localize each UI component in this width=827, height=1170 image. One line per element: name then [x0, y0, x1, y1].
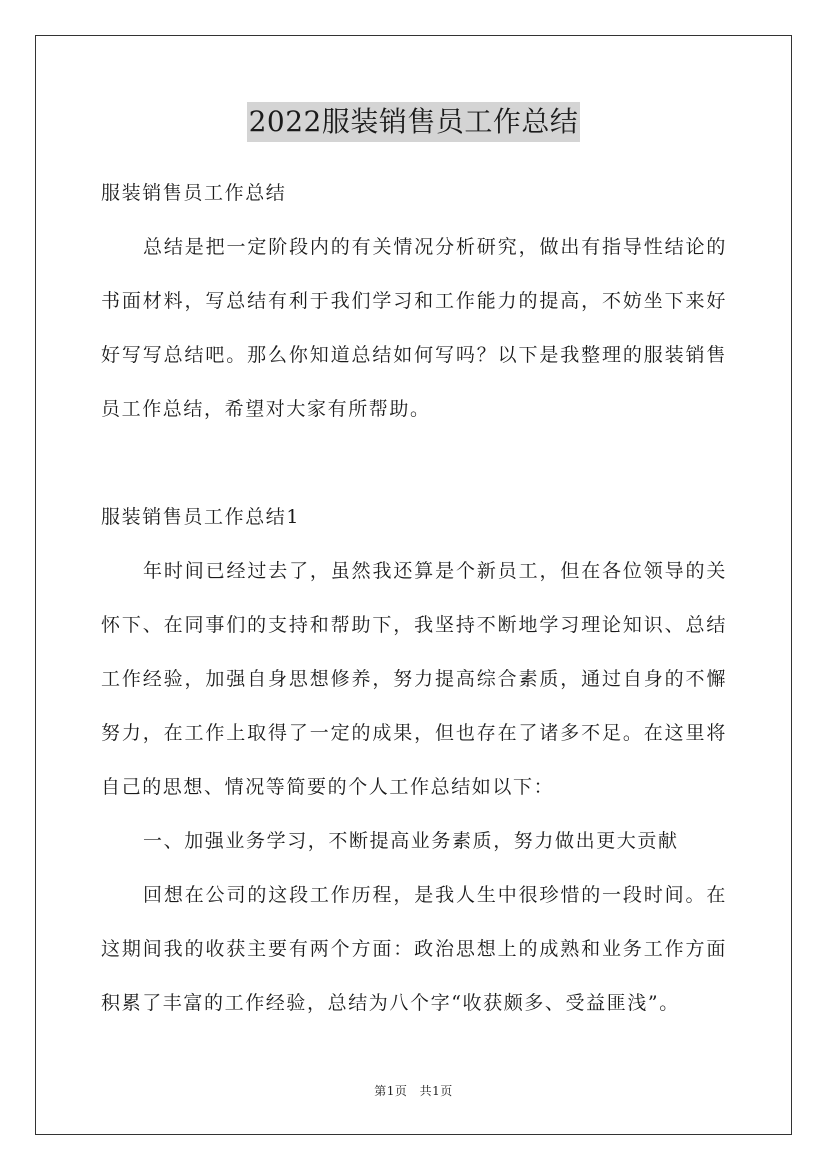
page-total: 共1页	[419, 1084, 453, 1098]
page-footer	[0, 1082, 827, 1099]
title-container	[0, 102, 827, 142]
section-1-heading: 服装销售员工作总结1	[101, 506, 301, 528]
page-number: 第1页	[374, 1084, 408, 1098]
intro-paragraph: 总结是把一定阶段内的有关情况分析研究，做出有指导性结论的书面材料，写总结有利于我们学习和工作能力的提高，不妨坐下来好好写写总结吧。那么你知道总结如何写吗？以下是我整理的服装销售员工作总结，希望对大家有所帮助。	[101, 236, 727, 420]
section-1-paragraph-2: 回想在公司的这段工作历程，是我人生中很珍惜的一段时间。在这期间我的收获主要有两个方面：政治思想上的成熟和业务工作方面积累了丰富的工作经验，总结为八个字“收获颇多、受益匪浅”。	[101, 884, 727, 1014]
document-subtitle: 服装销售员工作总结	[101, 182, 287, 204]
document-title: 2022服装销售员工作总结	[247, 102, 581, 142]
section-1-paragraph-1: 年时间已经过去了，虽然我还算是个新员工，但在各位领导的关怀下、在同事们的支持和帮助下，我坚持不断地学习理论知识、总结工作经验，加强自身思想修养，努力提高综合素质，通过自身的不懈努力，在工作上取得了一定的成果，但也存在了诸多不足。在这里将自己的思想、情况等简要的个人工作总结如以下：	[101, 560, 727, 798]
section-1-point-1: 一、加强业务学习，不断提高业务素质，努力做出更大贡献	[143, 830, 679, 852]
document-body	[101, 166, 727, 1030]
